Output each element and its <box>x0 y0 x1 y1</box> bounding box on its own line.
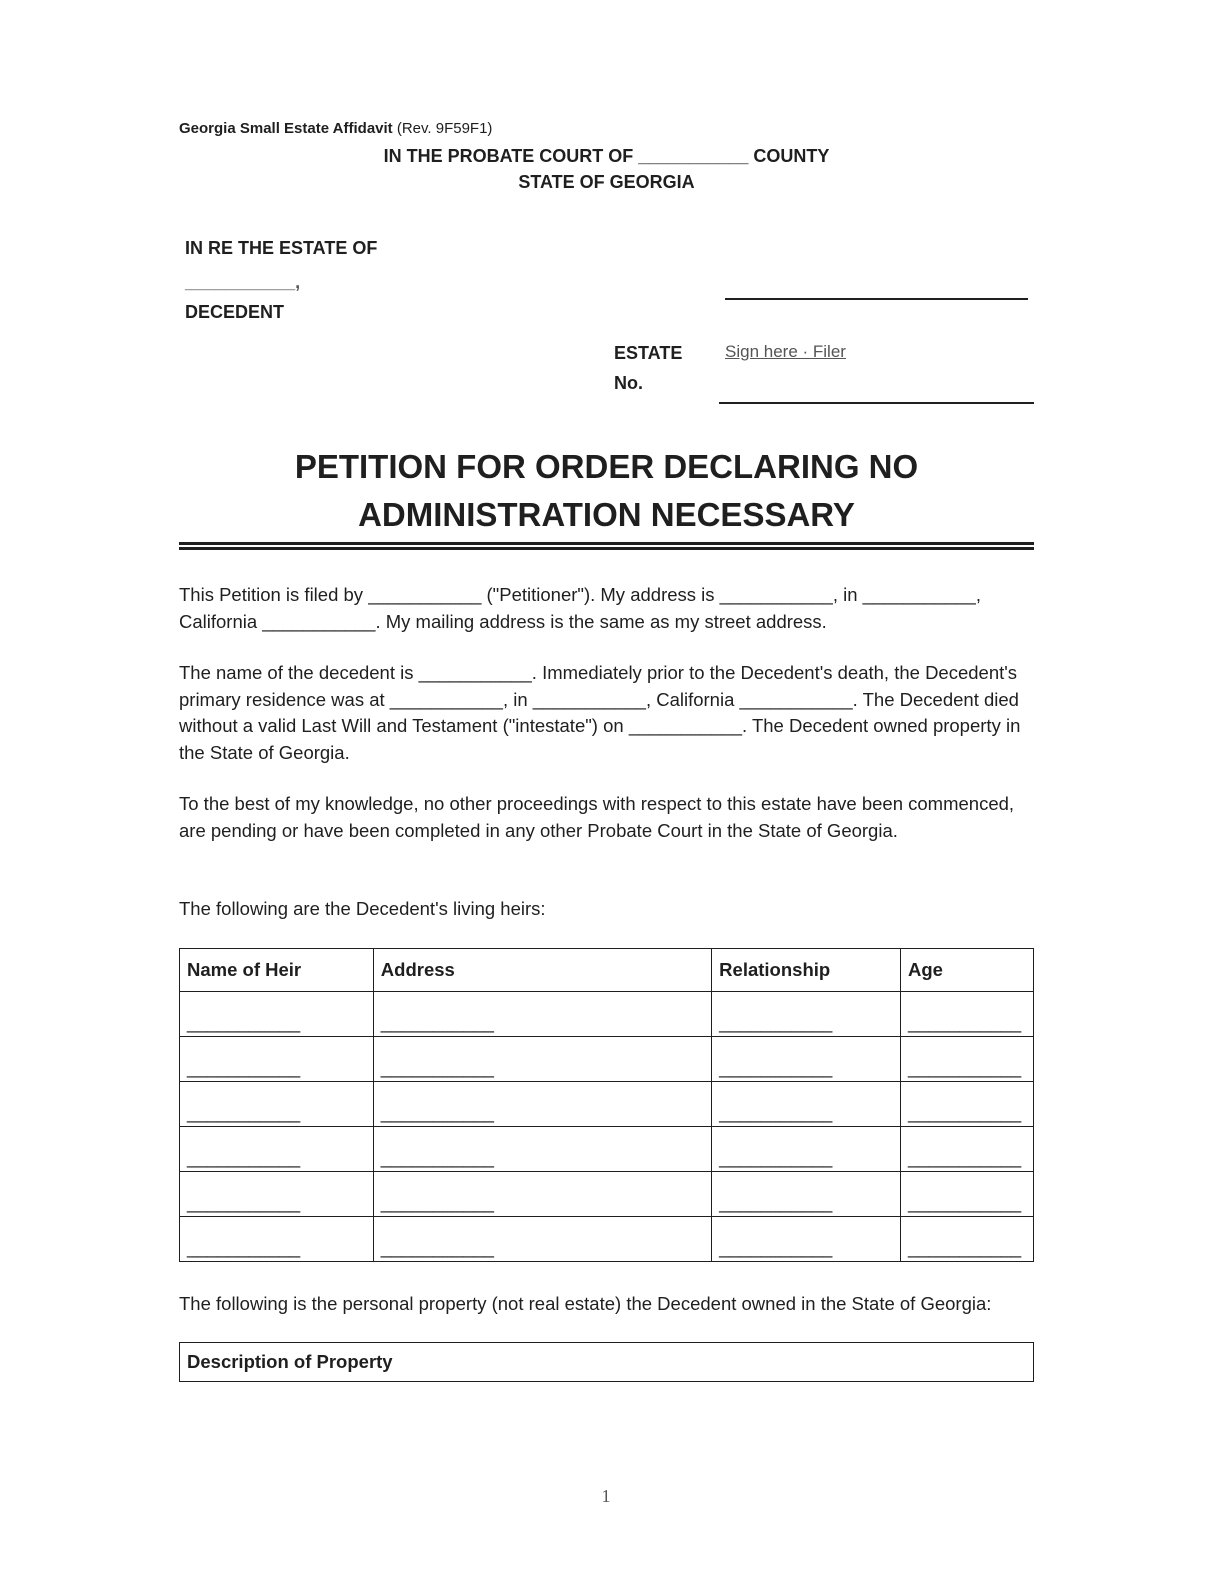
table-row <box>180 1127 1034 1172</box>
heir-address-cell[interactable]: ___________ <box>373 1037 711 1082</box>
heir-name-cell[interactable]: ___________ <box>180 992 374 1037</box>
heir-age-cell[interactable]: ___________ <box>900 1127 1033 1172</box>
heir-relationship-cell[interactable]: ___________ <box>712 1037 901 1082</box>
signature-top-line <box>725 298 1028 300</box>
heir-name-cell[interactable]: ___________ <box>180 1172 374 1217</box>
heirs-table <box>179 948 1034 1262</box>
table-row <box>180 992 1034 1037</box>
title-rule-bottom <box>179 547 1034 553</box>
court-line: IN THE PROBATE COURT OF ___________ COUNTY <box>383 146 830 166</box>
heir-relationship-cell[interactable]: ___________ <box>712 1082 901 1127</box>
decedent-label: DECEDENT <box>185 302 285 322</box>
property-intro: The following is the personal property (not real estate) the Decedent owned in the State of Georgia: <box>179 1293 992 1314</box>
heir-age-cell[interactable]: ___________ <box>900 1217 1033 1262</box>
header-description-of-property: Description of Property <box>180 1343 1034 1382</box>
header-relationship: Relationship <box>712 949 901 992</box>
estate-label-line2: No. <box>614 373 643 393</box>
heir-relationship-cell[interactable]: ___________ <box>712 1172 901 1217</box>
heir-relationship-cell[interactable]: ___________ <box>712 1127 901 1172</box>
heir-name-cell[interactable]: ___________ <box>180 1217 374 1262</box>
form-name: Georgia Small Estate Affidavit <box>179 120 393 137</box>
heir-name-cell[interactable]: ___________ <box>180 1127 374 1172</box>
heir-address-cell[interactable]: ___________ <box>373 992 711 1037</box>
heir-address-cell[interactable]: ___________ <box>373 1127 711 1172</box>
title-line-1: PETITION FOR ORDER DECLARING NO <box>294 448 919 485</box>
in-re-label: IN RE THE ESTATE OF <box>185 238 378 258</box>
heir-age-cell[interactable]: ___________ <box>900 1037 1033 1082</box>
property-table <box>179 1342 1034 1382</box>
heir-address-cell[interactable]: ___________ <box>373 1217 711 1262</box>
heir-name-cell[interactable]: ___________ <box>180 1082 374 1127</box>
table-row <box>180 1172 1034 1217</box>
table-row <box>180 1082 1034 1127</box>
decedent-name-blank[interactable]: ___________, <box>185 272 301 292</box>
proceedings-paragraph: To the best of my knowledge, no other proceedings with respect to this estate have been commenced, are pending or have been completed in any other Probate Court in the State of Georgia. <box>179 793 1015 841</box>
table-row <box>180 1037 1034 1082</box>
estate-number-line[interactable] <box>719 402 1034 404</box>
title-line-2: ADMINISTRATION NECESSARY <box>358 496 855 533</box>
petitioner-paragraph: This Petition is filed by ___________ ("Petitioner"). My address is ___________, in ___________, California ___________. My mailing address is the same as my street address. <box>179 584 981 632</box>
document-title <box>179 443 1034 539</box>
heirs-intro: The following are the Decedent's living heirs: <box>179 898 546 919</box>
heir-age-cell[interactable]: ___________ <box>900 1172 1033 1217</box>
property-header-row <box>180 1343 1034 1382</box>
heir-relationship-cell[interactable]: ___________ <box>712 992 901 1037</box>
heir-relationship-cell[interactable]: ___________ <box>712 1217 901 1262</box>
form-revision-line <box>179 120 492 137</box>
decedent-paragraph: The name of the decedent is ___________. Immediately prior to the Decedent's death, the Decedent's primary residence was at ___________, in ___________, California ___________. The Decedent died without a valid Last Will and Testament ("intestate") on ___________. The Decedent owned property in the State of Georgia. <box>179 662 1021 763</box>
heir-name-cell[interactable]: ___________ <box>180 1037 374 1082</box>
header-age: Age <box>900 949 1033 992</box>
page-number: 1 <box>601 1486 611 1506</box>
heir-age-cell[interactable]: ___________ <box>900 1082 1033 1127</box>
estate-label-line1: ESTATE <box>614 343 683 363</box>
heir-age-cell[interactable]: ___________ <box>900 992 1033 1037</box>
header-address: Address <box>373 949 711 992</box>
estate-number-label <box>614 338 704 398</box>
table-row <box>180 1217 1034 1262</box>
heirs-header-row <box>180 949 1034 992</box>
sign-here-link[interactable]: Sign here · Filer <box>725 342 846 361</box>
heir-address-cell[interactable]: ___________ <box>373 1172 711 1217</box>
header-name-of-heir: Name of Heir <box>180 949 374 992</box>
form-revision: (Rev. 9F59F1) <box>396 120 493 137</box>
heir-address-cell[interactable]: ___________ <box>373 1082 711 1127</box>
state-line: STATE OF GEORGIA <box>518 172 695 192</box>
